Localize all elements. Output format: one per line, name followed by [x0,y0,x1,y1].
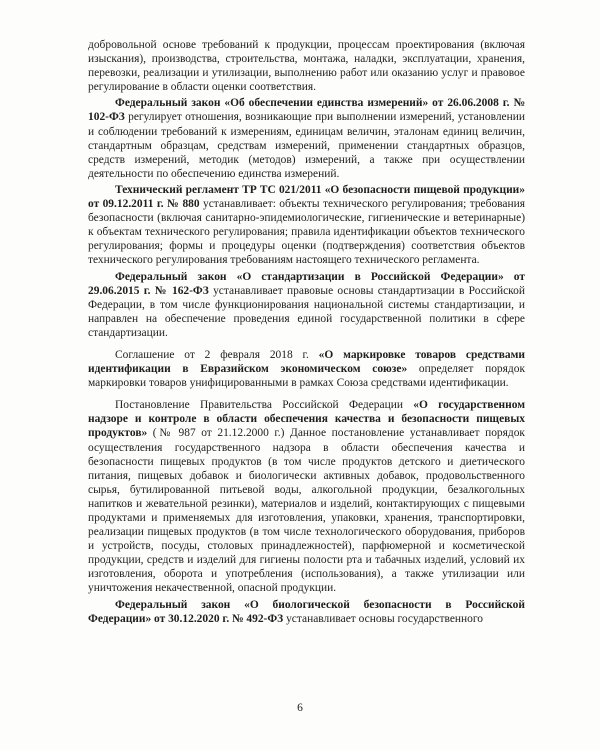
paragraph-labeling-agreement [88,348,525,390]
bold-text-run: Федеральный закон «Об обеспечении единства измерений» от 26.06.2008 г. № 102-ФЗ [88,97,525,124]
text-run: устанавливает правовые основы стандартизации в Российской Федерации, в том числе функционирования национальной системы стандартизации, и направлен на обеспечение проведения единой государственной политики в сфере стандартизации. [88,284,525,339]
bold-text-run: Технический регламент ТР ТС 021/2011 «О безопасности пищевой продукции» от 09.12.2011 г. № 880 [88,183,525,211]
text-run: Соглашение от 2 февраля 2018 г. [115,348,319,361]
paragraph-biosafety-law [88,598,525,626]
paragraph-measurement-law [88,96,525,181]
text-run: устанавливает основы государственного [283,612,484,625]
bold-text-run: «О маркировке товаров средствами идентификации в Евразийском экономическом союзе» [88,348,525,376]
text-run: Постановление Правительства Российской Федерации [115,399,414,412]
body-text [88,38,525,628]
bold-text-run: Федеральный закон «О стандартизации в Российской Федерации» от 29.06.2015 г. № 162-ФЗ [88,270,525,297]
text-run: добровольной основе требований к продукции, процессам проектирования (включая изыскания), производства, строительства, монтажа, наладки, эксплуатации, хранения, перевозки, реализации и утилизации, выполнению работ или оказанию услуг и правовое регулирование в области оценки соответствия. [88,39,525,94]
text-run: определяет порядок маркировки товаров унифицированными в рамках Союза средствами идентификации. [88,363,525,390]
text-run: регулирует отношения, возникающие при выполнении измерений, установлении и соблюдении требований к измерениям, единицам величин, эталонам единиц величин, стандартным образцам, средствам измерений, применении стандартных образцов, средств измерений, методик (методов) измерений, а также при осуществлении деятельности по обеспечению единства измерений. [88,111,525,180]
paragraph-government-decree [88,398,525,595]
paragraph-food-safety-regulation [88,183,525,268]
paragraph-intro-continuation [88,38,525,94]
text-run: (№ 987 от 21.12.2000 г.) Данное постановление устанавливает порядок осуществления государственного надзора в области обеспечения качества и безопасности пищевых продуктов (в том числе продуктов детского и диетического питания, пищевых добавок и биологически активных добавок, продовольственного сырья, бутилированной питьевой воды, алкогольной продукции, безалкогольных напитков и жевательной резинки), материалов и изделий, контактирующих с пищевыми продуктами и применяемых для изготовления, упаковки, хранения, транспортировки, реализации пищевых продуктов (в том числе технологического оборудования, приборов и устройств, посуды, столовых принадлежностей), парфюмерной и косметической продукции, средств и изделий для гигиены полости рта и табачных изделий, условий их изготовления, оборота и употребления (использования), а также утилизации или уничтожения некачественной, опасной продукции. [88,427,525,595]
paragraph-standardization-law [88,270,525,340]
page-number: 6 [297,702,303,714]
bold-text-run: «О государственном надзоре и контроле в области обеспечения качества и безопасности пищевых продуктов» [88,399,526,440]
bold-text-run: Федеральный закон «О биологической безопасности в Российской Федерации» от 30.12.2020 г. № 492-ФЗ [88,598,525,625]
text-run: устанавливает: объекты технического регулирования; требования безопасности (включая санитарно-эпидемиологические, гигиенические и ветеринарные) к объектам технического регулирования; правила идентификации объектов технического регулирования; формы и процедуры оценки (подтверждения) соответствия объектов технического регулирования требованиям настоящего технического регламента. [88,198,525,267]
